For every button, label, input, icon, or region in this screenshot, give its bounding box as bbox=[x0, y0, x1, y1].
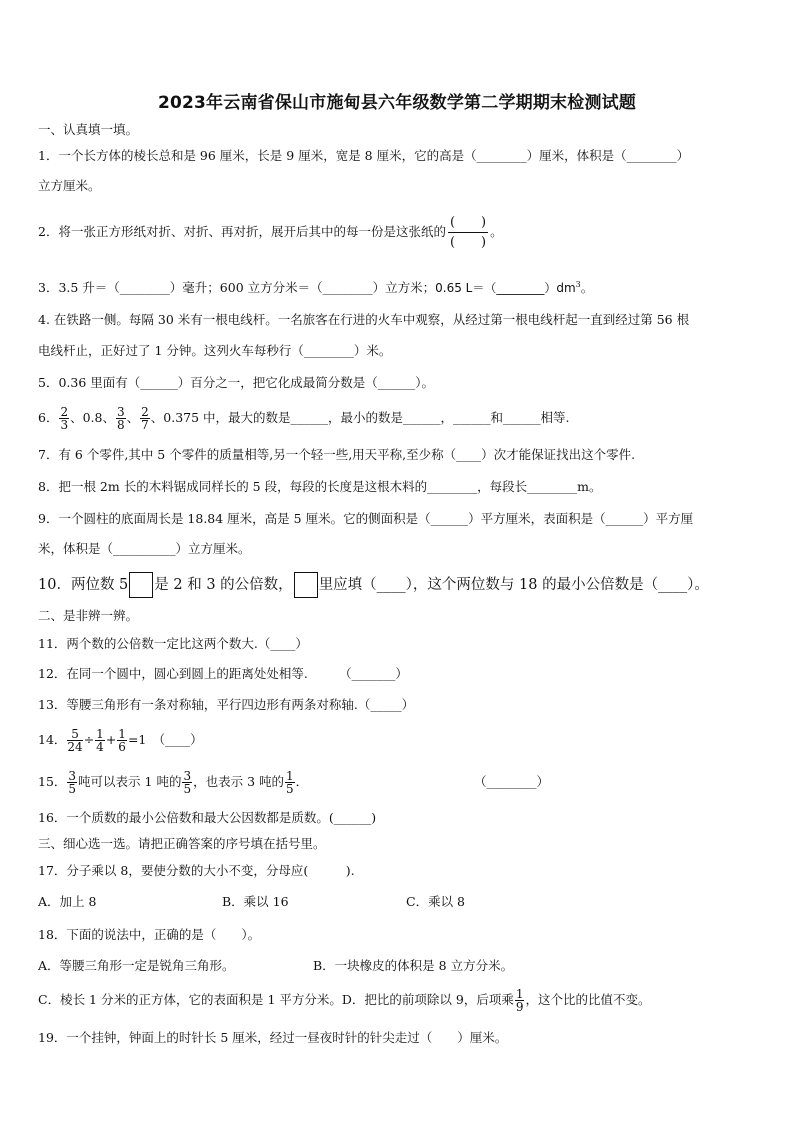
fraction: $\frac{3}{5}$ bbox=[68, 769, 77, 796]
question-13: 13．等腰三角形有一条对称轴，平行四边形有两条对称轴.（_____） bbox=[38, 697, 415, 712]
fraction: $\frac{2}{3}$ bbox=[60, 405, 69, 432]
question-9-line-1: 9．一个圆柱的底面周长是 18.84 厘米，高是 5 厘米。它的侧面积是（______）平方厘米，表面积是（______）平方厘 bbox=[38, 511, 694, 526]
section-heading-1: 一、认真填一填。 bbox=[38, 122, 139, 137]
page-title: 2023年云南省保山市施甸县六年级数学第二学期期末检测试题 bbox=[157, 93, 637, 113]
question-8: 8．把一根 2m 长的木料锯成同样长的 5 段，每段的长度是这根木料的________，每段长________m。 bbox=[38, 479, 602, 494]
question-5: 5．0.36 里面有（______）百分之一，把它化成最简分数是（______）。 bbox=[38, 375, 435, 390]
question-4-line-1: 4. 在铁路一侧。每隔 30 米有一根电线杆。一名旅客在行进的火车中观察，从经过第一根电线杆起一直到经过第 56 根 bbox=[38, 312, 690, 327]
question-15: 15． $\frac{3}{5}$ 吨可以表示 1 吨的 $\frac{3}{5}$ ，也表示 3 吨的 $\frac{1}{5}$ ． （________） bbox=[38, 766, 756, 798]
digit-box bbox=[294, 572, 318, 598]
question-11: 11．两个数的公倍数一定比这两个数大.（____） bbox=[38, 636, 308, 651]
option-b: B．一块橡皮的体积是 8 立方分米。 bbox=[313, 958, 514, 973]
question-17-options bbox=[38, 894, 756, 910]
option-c: C．棱长 1 分米的正方体，它的表面积是 1 平方分米。 bbox=[38, 992, 342, 1007]
fraction: $\frac{1}{9}$ bbox=[515, 987, 524, 1014]
question-1-line-1: 1．一个长方体的棱长总和是 96 厘米，长是 9 厘米，宽是 8 厘米，它的高是（________）厘米，体积是（________） bbox=[38, 148, 690, 163]
fraction: $\frac{5}{24}$ bbox=[67, 727, 83, 754]
digit-box bbox=[129, 572, 153, 598]
fraction: $\frac{3}{5}$ bbox=[183, 769, 192, 796]
question-19: 19．一个挂钟，钟面上的时针长 5 厘米，经过一昼夜时针的针尖走过（ ）厘米。 bbox=[38, 1030, 508, 1045]
question-17-stem: 17．分子乘以 8，要使分数的大小不变，分母应( ). bbox=[38, 863, 355, 878]
question-14: 14． $\frac{5}{24}$ ÷ $\frac{1}{4}$ + $\frac{1}{6}$ =1 （____） bbox=[38, 727, 203, 754]
question-6: 6． $\frac{2}{3}$ 、0.8、 $\frac{3}{8}$ 、 $\frac{2}{7}$ 、0.375 中，最大的数是______，最小的数是______，______和______相等. bbox=[38, 405, 570, 432]
fraction: $\frac{2}{7}$ bbox=[141, 405, 149, 432]
question-18-options-cd bbox=[38, 984, 756, 1016]
option-b: B．乘以 16 bbox=[222, 894, 289, 909]
option-c: C．乘以 8 bbox=[406, 894, 465, 909]
question-2: 2．将一张正方形纸对折、对折、再对折，展开后其中的每一份是这张纸的 $\frac{( )}{( )}$ 。 bbox=[38, 215, 503, 250]
question-3: 3．3.5 升＝（________）毫升；600 立方分米＝（________）立方米；0.65 $L=(\_\_\_\_\_\_\_\_)dm^3$。 bbox=[38, 280, 594, 296]
fraction: $\frac{1}{5}$ bbox=[286, 769, 294, 796]
question-9-line-2: 米，体积是（__________）立方厘米。 bbox=[38, 541, 251, 556]
question-7: 7．有 6 个零件,其中 5 个零件的质量相等,另一个轻一些,用天平称,至少称（____）次才能保证找出这个零件. bbox=[38, 447, 636, 462]
question-2-fraction-blank: $\frac{( )}{( )}$ bbox=[449, 215, 487, 250]
option-a: A．加上 8 bbox=[38, 894, 97, 909]
option-d: D．把比的前项除以 9，后项乘 $\frac{1}{9}$ ，这个比的比值不变。 bbox=[341, 987, 651, 1014]
question-18-stem: 18．下面的说法中，正确的是（ ）。 bbox=[38, 927, 261, 942]
fraction: $\frac{1}{6}$ bbox=[118, 727, 126, 754]
fraction: $\frac{3}{8}$ bbox=[116, 405, 125, 432]
question-1-line-2: 立方厘米。 bbox=[38, 178, 101, 193]
option-a: A．等腰三角形一定是锐角三角形。 bbox=[38, 958, 235, 973]
question-18-options-ab bbox=[38, 958, 756, 974]
question-16: 16．一个质数的最小公倍数和最大公因数都是质数。(______) bbox=[38, 810, 377, 825]
question-12: 12．在同一个圆中，圆心到圆上的距离处处相等. （_______） bbox=[38, 666, 408, 681]
question-4-line-2: 电线杆止，正好过了 1 分钟。这列火车每秒行（________）米。 bbox=[38, 343, 392, 358]
fraction: $\frac{1}{4}$ bbox=[96, 727, 104, 754]
section-heading-3: 三、细心选一选。请把正确答案的序号填在括号里。 bbox=[38, 836, 326, 851]
question-10: 10．两位数 5 是 2 和 3 的公倍数， 里应填（____），这个两位数与 18 的最小公倍数是（____）。 bbox=[38, 571, 756, 599]
section-heading-2: 二、是非辨一辨。 bbox=[38, 608, 139, 623]
answer-blank: （________） bbox=[474, 774, 550, 789]
question-2-text: 2．将一张正方形纸对折、对折、再对折，展开后其中的每一份是这张纸的 bbox=[38, 224, 446, 239]
